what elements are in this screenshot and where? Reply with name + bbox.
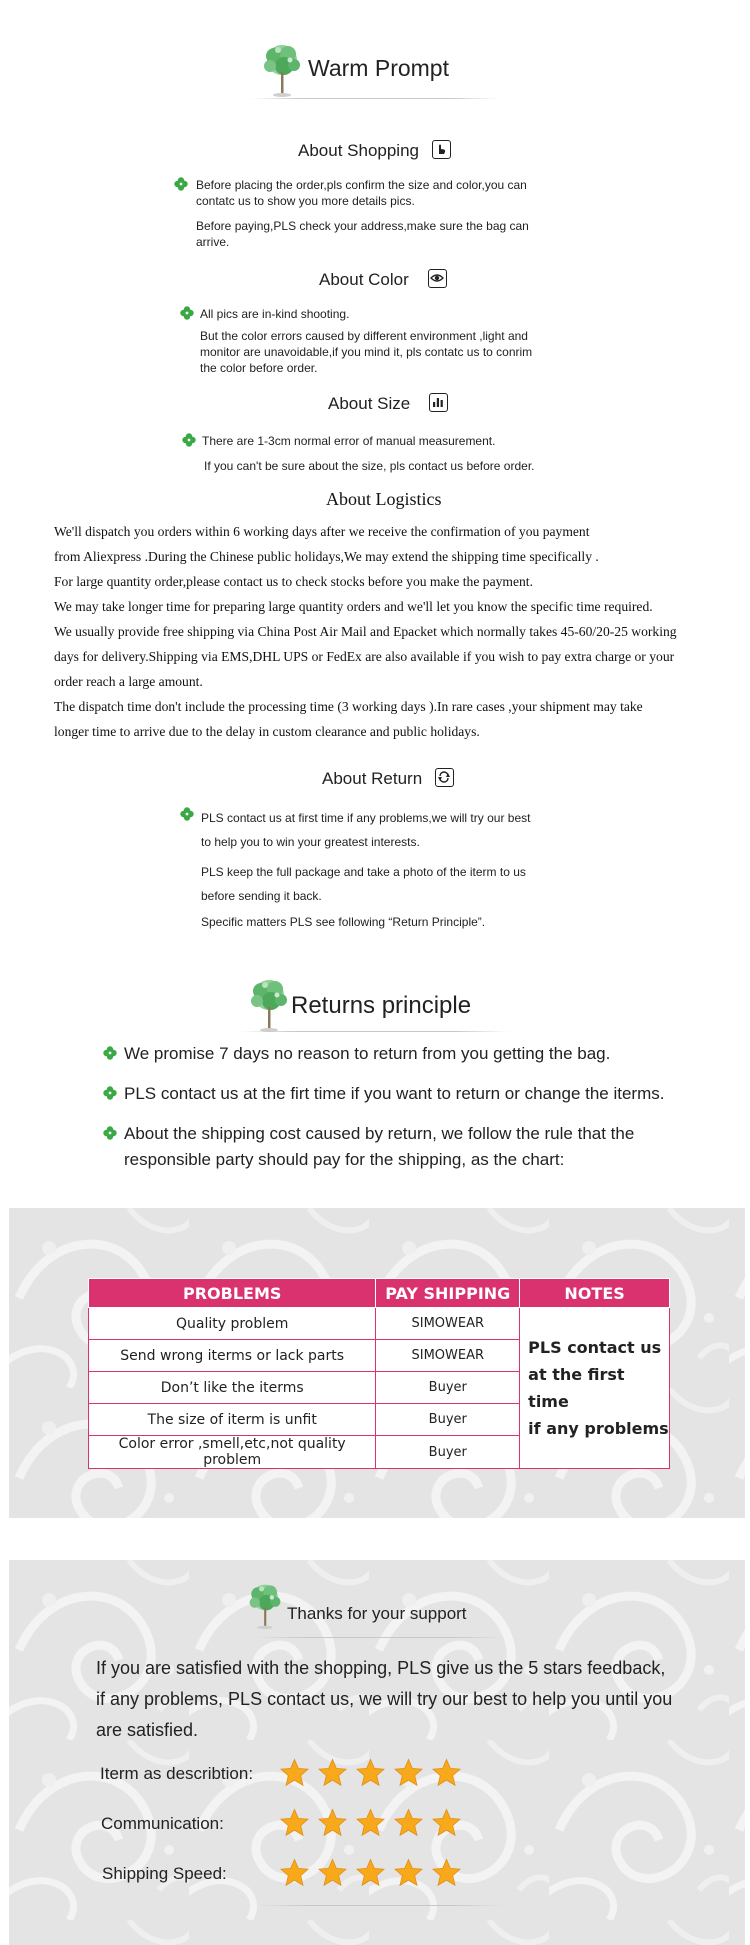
tree-logo-icon [246, 1582, 284, 1630]
about-color-heading: About Color [319, 270, 447, 290]
star-icon[interactable] [432, 1858, 461, 1887]
pay-cell: Buyer [376, 1404, 520, 1436]
clover-bullet-icon [103, 1086, 117, 1100]
clover-bullet-icon [180, 807, 194, 821]
pay-cell: SIMOWEAR [376, 1340, 520, 1372]
return-arrows-icon [435, 768, 454, 787]
hand-pointer-icon [432, 140, 451, 159]
problem-cell: Color error ,smell,etc,not quality problem [89, 1436, 376, 1469]
color-note-2: But the color errors caused by different environment ,light and monitor are unavoidable,if you mind it, pls contatc us to conrim the color before order. [200, 329, 533, 375]
clover-bullet-icon [182, 433, 196, 447]
pay-cell: Buyer [376, 1436, 520, 1469]
clover-bullet-icon [103, 1126, 117, 1140]
star-icon[interactable] [280, 1858, 309, 1887]
table-header-row [89, 1279, 670, 1308]
star-icon[interactable] [318, 1808, 347, 1837]
divider [240, 1031, 510, 1032]
star-icon[interactable] [432, 1758, 461, 1787]
star-rating-description[interactable] [280, 1758, 461, 1792]
star-icon[interactable] [318, 1858, 347, 1887]
returns-table [88, 1278, 670, 1469]
eye-icon [428, 269, 447, 288]
star-icon[interactable] [394, 1758, 423, 1787]
table-row [89, 1308, 670, 1340]
size-note-2: If you can't be sure about the size, pls contact us before order. [204, 459, 535, 473]
rating-label: Shipping Speed: [102, 1864, 227, 1883]
star-icon[interactable] [356, 1858, 385, 1887]
star-icon[interactable] [356, 1808, 385, 1837]
star-icon[interactable] [432, 1808, 461, 1837]
principle-bullet-1: We promise 7 days no reason to return from you getting the bag. [124, 1044, 611, 1063]
header-problems: PROBLEMS [89, 1279, 376, 1308]
about-logistics-heading: About Logistics [326, 489, 442, 509]
clover-bullet-icon [103, 1046, 117, 1060]
clover-bullet-icon [180, 306, 194, 320]
header-notes: NOTES [520, 1279, 670, 1308]
header-pay-shipping: PAY SHIPPING [376, 1279, 520, 1308]
bar-chart-icon [429, 393, 448, 412]
size-note-1: There are 1-3cm normal error of manual measurement. [202, 434, 496, 448]
warm-prompt-title: Warm Prompt [308, 55, 449, 81]
return-note-1: PLS contact us at first time if any problems,we will try our best to help you to win your greatest interests. [201, 811, 531, 849]
tree-logo-icon [260, 42, 304, 98]
star-icon[interactable] [394, 1858, 423, 1887]
notes-cell: PLS contact us at the first time if any problems [520, 1308, 670, 1469]
problem-cell: The size of iterm is unfit [89, 1404, 376, 1436]
return-note-2: PLS keep the full package and take a photo of the iterm to us before sending it back. [201, 865, 526, 903]
clover-bullet-icon [174, 177, 188, 191]
problem-cell: Send wrong iterms or lack parts [89, 1340, 376, 1372]
divider [250, 98, 500, 99]
shopping-note-1: Before placing the order,pls confirm the size and color,you can contatc us to show you more details pics. [196, 178, 527, 208]
star-rating-shipping-speed[interactable] [280, 1858, 461, 1892]
principle-bullet-2: PLS contact us at the firt time if you want to return or change the iterms. [124, 1084, 665, 1103]
tree-logo-icon [247, 977, 291, 1033]
support-title: Thanks for your support [287, 1604, 467, 1623]
problem-cell: Don’t like the iterms [89, 1372, 376, 1404]
principle-bullet-3: About the shipping cost caused by return, we follow the rule that the responsible party should pay for the shipping, as the chart: [124, 1124, 635, 1169]
star-icon[interactable] [280, 1758, 309, 1787]
support-message: If you are satisfied with the shopping, PLS give us the 5 stars feedback, if any problems, PLS contact us, we will try our best to help you until you are satisfied. [96, 1658, 673, 1740]
rating-label: Iterm as describtion: [100, 1764, 254, 1783]
divider [255, 1905, 505, 1906]
problem-cell: Quality problem [89, 1308, 376, 1340]
star-icon[interactable] [280, 1808, 309, 1837]
shopping-note-2: Before paying,PLS check your address,make sure the bag can arrive. [196, 219, 529, 249]
return-note-3: Specific matters PLS see following “Return Principle”. [201, 915, 486, 929]
about-shopping-heading: About Shopping [298, 141, 451, 161]
about-size-heading: About Size [328, 394, 448, 414]
star-icon[interactable] [356, 1758, 385, 1787]
rating-label: Communication: [101, 1814, 224, 1833]
pay-cell: Buyer [376, 1372, 520, 1404]
star-rating-communication[interactable] [280, 1808, 461, 1842]
pay-cell: SIMOWEAR [376, 1308, 520, 1340]
star-icon[interactable] [394, 1808, 423, 1837]
returns-principle-title: Returns principle [291, 992, 472, 1019]
divider [255, 1637, 505, 1638]
color-note-1: All pics are in-kind shooting. [200, 307, 350, 321]
about-return-heading: About Return [322, 769, 454, 789]
star-icon[interactable] [318, 1758, 347, 1787]
